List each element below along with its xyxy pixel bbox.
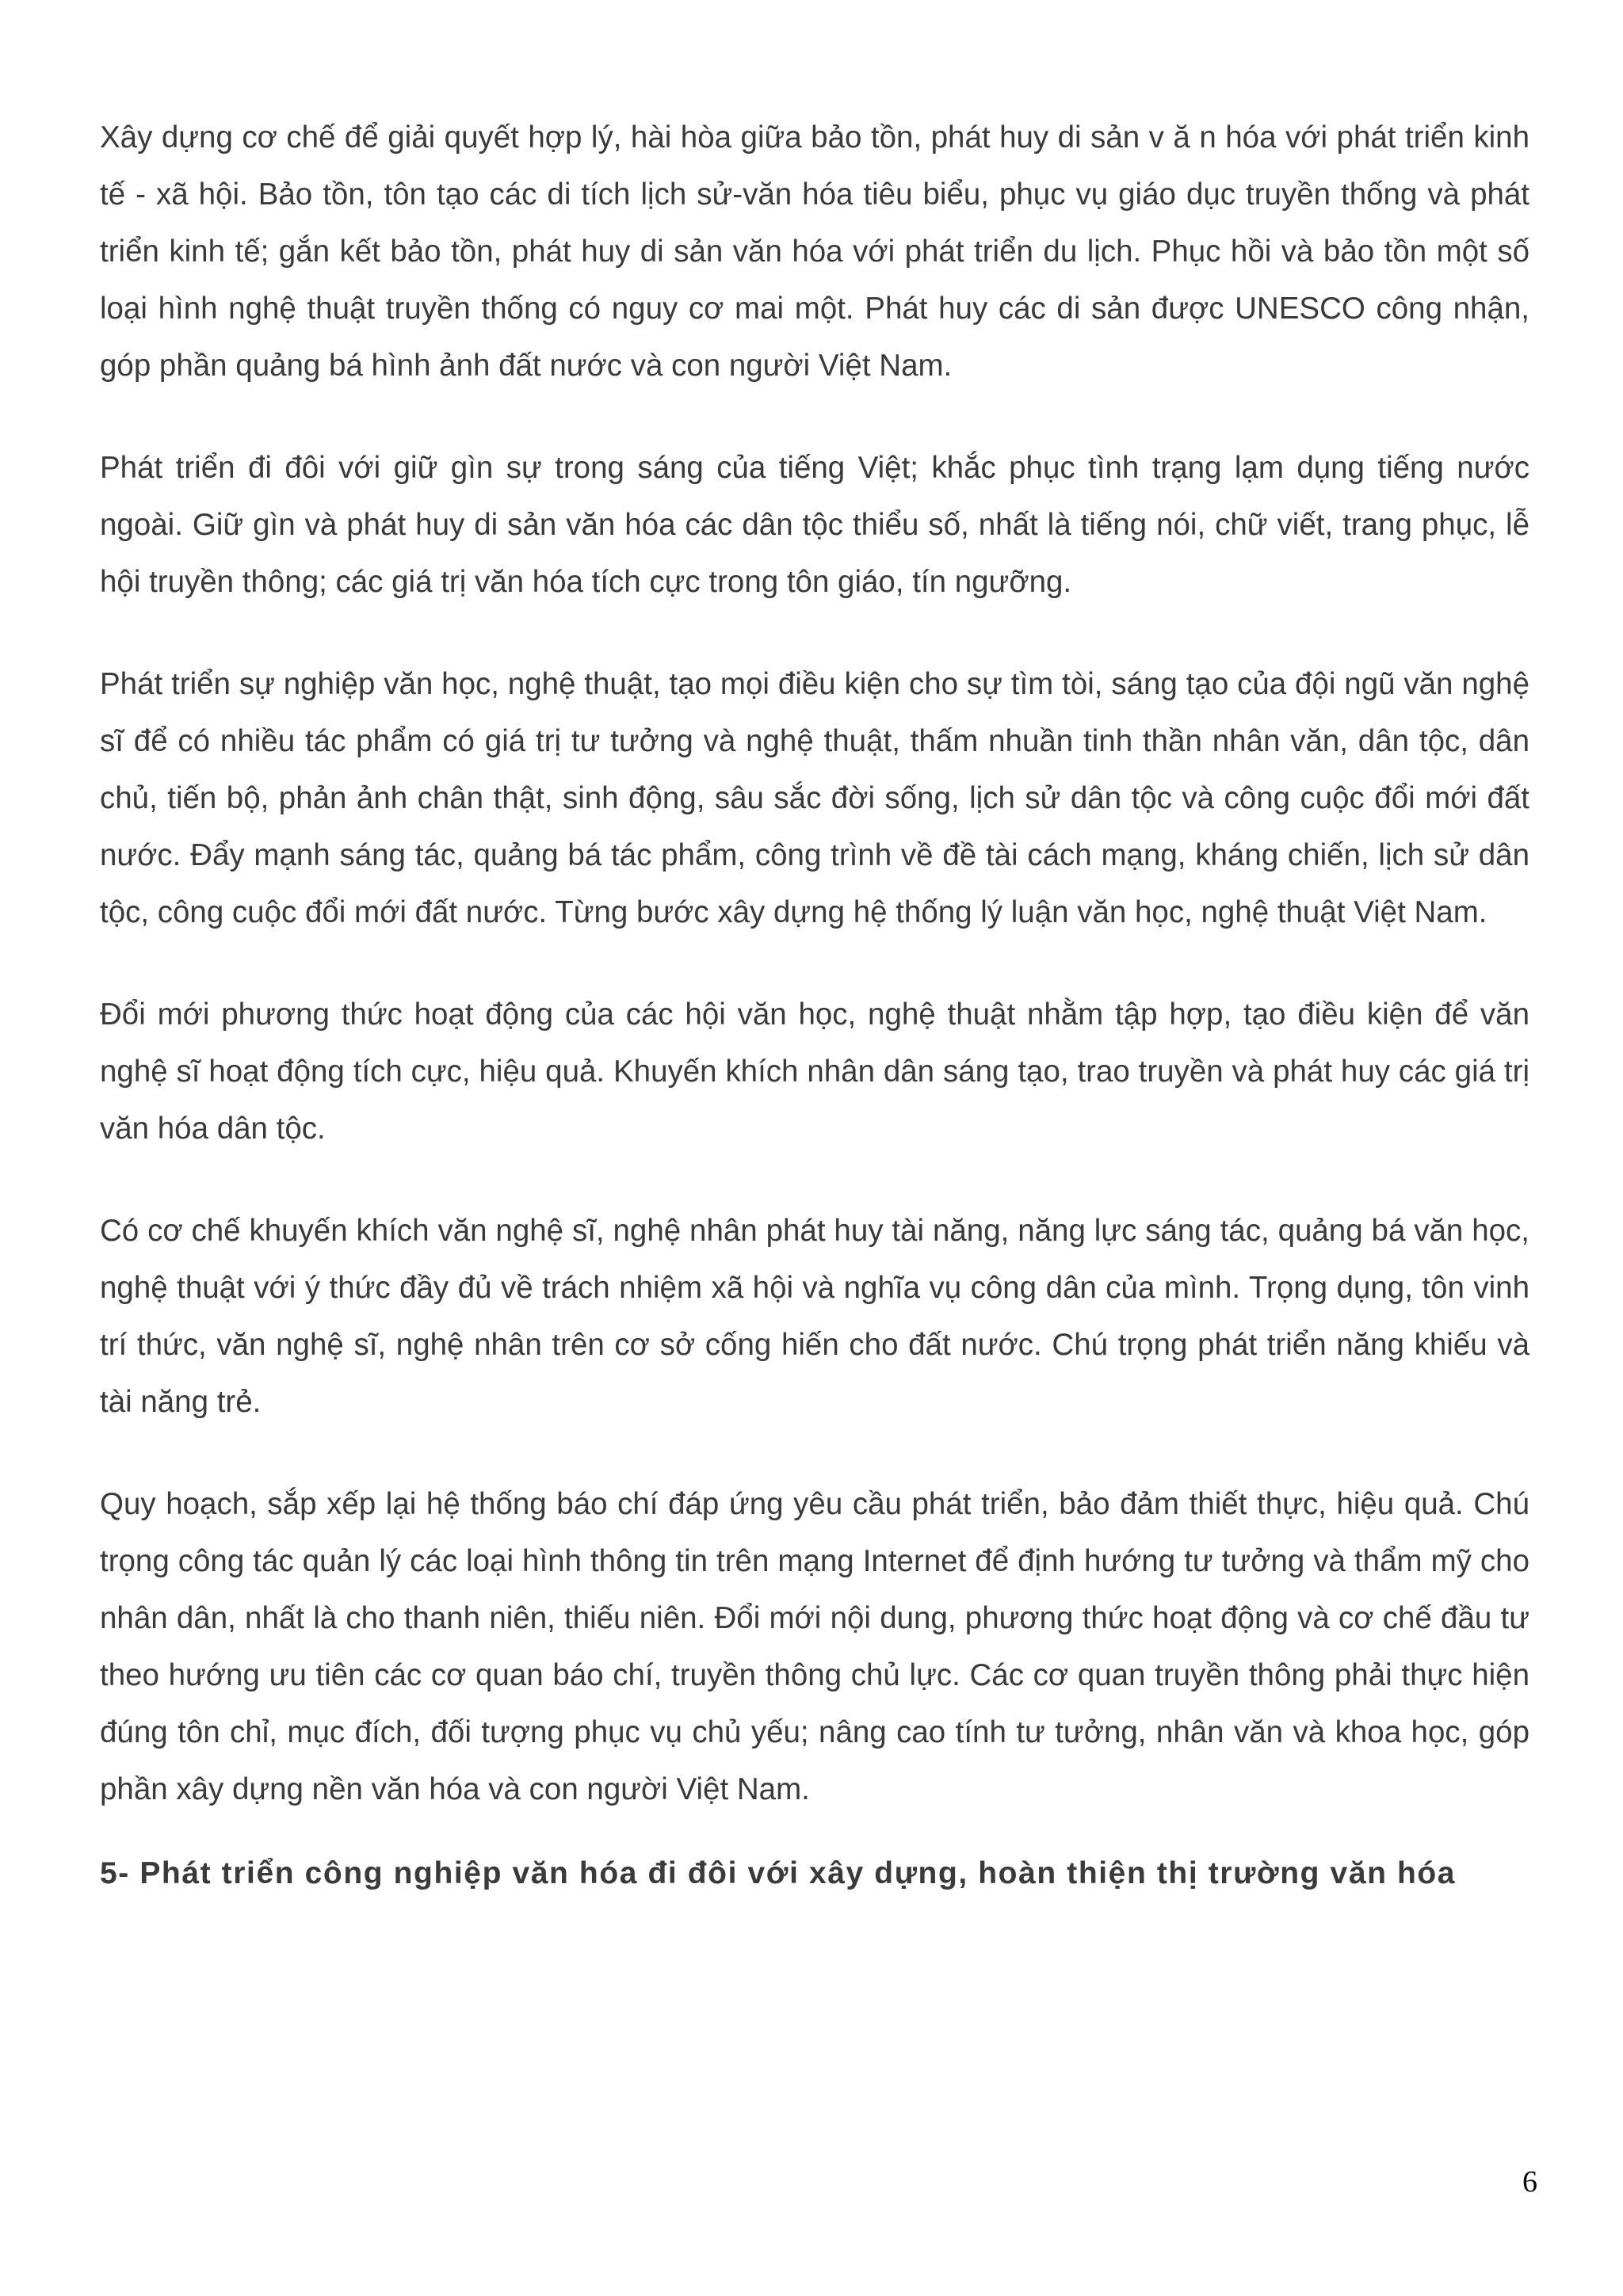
- paragraph-artist-incentives: Có cơ chế khuyến khích văn nghệ sĩ, nghệ nhân phát huy tài năng, năng lực sáng tác, quảng bá văn học, nghệ thuật với ý thức đầy đủ về trách nhiệm xã hội và nghĩa vụ công dân của mình. Trọng dụng, tôn vinh trí thức, văn nghệ sĩ, nghệ nhân trên cơ sở cống hiến cho đất nước. Chú trọng phát triển năng khiếu và tài năng trẻ.: [100, 1214, 1529, 1419]
- paragraph-press-media: Quy hoạch, sắp xếp lại hệ thống báo chí đáp ứng yêu cầu phát triển, bảo đảm thiết thực, hiệu quả. Chú trọng công tác quản lý các loại hình thông tin trên mạng Internet để định hướng tư tưởng và thẩm mỹ cho nhân dân, nhất là cho thanh niên, thiếu niên. Đổi mới nội dung, phương thức hoạt động và cơ chế đầu tư theo hướng ưu tiên các cơ quan báo chí, truyền thông chủ lực. Các cơ quan truyền thông phải thực hiện đúng tôn chỉ, mục đích, đối tượng phục vụ chủ yếu; nâng cao tính tư tưởng, nhân văn và khoa học, góp phần xây dựng nền văn hóa và con người Việt Nam.: [100, 1487, 1529, 1806]
- paragraph-arts-associations: Đổi mới phương thức hoạt động của các hội văn học, nghệ thuật nhằm tập hợp, tạo điều kiện để văn nghệ sĩ hoạt động tích cực, hiệu quả. Khuyến khích nhân dân sáng tạo, trao truyền và phát huy các giá trị văn hóa dân tộc.: [100, 997, 1529, 1146]
- section-heading: 5- Phát triển công nghiệp văn hóa đi đôi với xây dựng, hoàn thiện thị trường văn hóa: [100, 1856, 1457, 1890]
- paragraph-heritage-preservation: Xây dựng cơ chế để giải quyết hợp lý, hài hòa giữa bảo tồn, phát huy di sản v ă n hóa với phát triển kinh tế - xã hội. Bảo tồn, tôn tạo các di tích lịch sử-văn hóa tiêu biểu, phục vụ giáo dục truyền thống và phát triển kinh tế; gắn kết bảo tồn, phát huy di sản văn hóa với phát triển du lịch. Phục hồi và bảo tồn một số loại hình nghệ thuật truyền thống có nguy cơ mai một. Phát huy các di sản được UNESCO công nhận, góp phần quảng bá hình ảnh đất nước và con người Việt Nam.: [100, 120, 1529, 383]
- paragraph-literature-arts: Phát triển sự nghiệp văn học, nghệ thuật, tạo mọi điều kiện cho sự tìm tòi, sáng tạo của đội ngũ văn nghệ sĩ để có nhiều tác phẩm có giá trị tư tưởng và nghệ thuật, thấm nhuần tinh thần nhân văn, dân tộc, dân chủ, tiến bộ, phản ảnh chân thật, sinh động, sâu sắc đời sống, lịch sử dân tộc và công cuộc đổi mới đất nước. Đẩy mạnh sáng tác, quảng bá tác phẩm, công trình về đề tài cách mạng, kháng chiến, lịch sử dân tộc, công cuộc đổi mới đất nước. Từng bước xây dựng hệ thống lý luận văn học, nghệ thuật Việt Nam.: [100, 667, 1529, 929]
- paragraph-vietnamese-language: Phát triển đi đôi với giữ gìn sự trong sáng của tiếng Việt; khắc phục tình trạng lạm dụng tiếng nước ngoài. Giữ gìn và phát huy di sản văn hóa các dân tộc thiểu số, nhất là tiếng nói, chữ viết, trang phục, lễ hội truyền thông; các giá trị văn hóa tích cực trong tôn giáo, tín ngưỡng.: [100, 451, 1529, 599]
- page-number: 6: [1522, 2165, 1537, 2199]
- document-page: [100, 109, 1529, 1902]
